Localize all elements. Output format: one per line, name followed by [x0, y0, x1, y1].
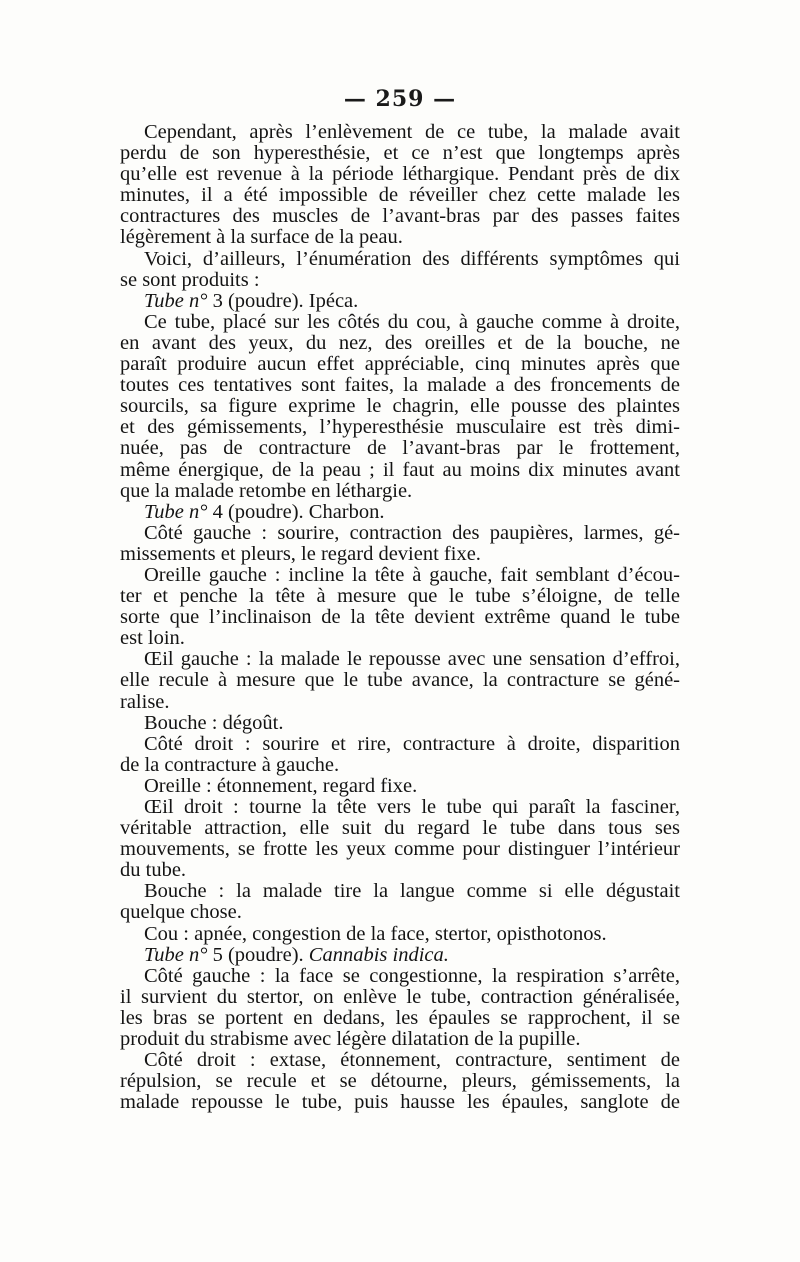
- text-line: en avant des yeux, du nez, des oreilles et de la bouche, ne: [120, 331, 680, 354]
- text-line: malade repousse le tube, puis hausse les épaules, sanglote de: [120, 1091, 680, 1114]
- text-line: qu’elle est revenue à la période léthargique. Pendant près de dix: [120, 163, 680, 186]
- text-line: Cou : apnée, congestion de la face, stertor, opisthotonos.: [144, 922, 607, 945]
- text-line: perdu de son hyperesthésie, et ce n’est que longtemps après: [120, 142, 680, 165]
- text-line: ralise.: [120, 690, 170, 713]
- text-line: minutes, il a été impossible de réveiller chez cette malade les: [120, 184, 680, 207]
- text-line: répulsion, se recule et se détourne, pleurs, gémissements, la: [120, 1070, 680, 1093]
- text-line: sourcils, sa figure exprime le chagrin, elle pousse des plaintes: [120, 395, 680, 418]
- text-line: paraît produire aucun effet appréciable, cinq minutes après que: [120, 353, 680, 376]
- text-line: les bras se portent en dedans, les épaules se rapprochent, il se: [120, 1006, 680, 1029]
- text-line: produit du strabisme avec légère dilatation de la pupille.: [120, 1028, 581, 1051]
- text-line: Côté gauche : la face se congestionne, la respiration s’arrête,: [144, 964, 680, 987]
- text-line: que la malade retombe en léthargie.: [120, 479, 413, 502]
- page-number: — 259 —: [343, 86, 457, 112]
- text-line: Œil gauche : la malade le repousse avec une sensation d’effroi,: [144, 648, 680, 671]
- text-line: du tube.: [120, 859, 187, 882]
- text-line: Cependant, après l’enlèvement de ce tube, la malade avait: [144, 121, 680, 143]
- text-line: Ce tube, placé sur les côtés du cou, à gauche comme à droite,: [144, 310, 680, 333]
- text-line: et des gémissements, l’hyperesthésie musculaire est très dimi-: [120, 416, 680, 439]
- text-line: Œil droit : tourne la tête vers le tube qui paraît la fasciner,: [144, 796, 680, 818]
- text-line: mouvements, se frotte les yeux comme pour distinguer l’intérieur: [120, 838, 680, 861]
- text-line: Voici, d’ailleurs, l’énumération des différents symptômes qui: [144, 247, 680, 270]
- text-line: quelque chose.: [120, 901, 242, 924]
- text-line: missements et pleurs, le regard devient fixe.: [120, 542, 481, 565]
- text-line: Bouche : dégoût.: [144, 711, 284, 734]
- text-line: Tube n° 5 (poudre). Cannabis indica.: [144, 943, 449, 966]
- text-line: Tube n° 3 (poudre). Ipéca.: [144, 289, 359, 312]
- text-line: Tube n° 4 (poudre). Charbon.: [144, 500, 385, 523]
- text-line: ter et penche la tête à mesure que le tube s’éloigne, de telle: [120, 585, 680, 608]
- text-line: contractures des muscles de l’avant-bras par des passes faites: [120, 205, 680, 228]
- text-line: véritable attraction, elle suit du regard le tube dans tous ses: [120, 817, 680, 840]
- text-line: Côté gauche : sourire, contraction des paupières, larmes, gé-: [144, 521, 680, 544]
- text-line: Côté droit : sourire et rire, contracture à droite, disparition: [144, 732, 680, 755]
- text-line: Bouche : la malade tire la langue comme si elle dégustait: [144, 880, 680, 903]
- text-line: il survient du stertor, on enlève le tube, contraction généralisée,: [120, 985, 680, 1008]
- text-line: nuée, pas de contracture de l’avant-bras par le frottement,: [120, 437, 680, 460]
- body-text: [120, 122, 680, 1113]
- text-line: Oreille : étonnement, regard fixe.: [144, 774, 418, 797]
- text-line: légèrement à la surface de la peau.: [120, 226, 403, 249]
- text-line: se sont produits :: [120, 268, 260, 291]
- text-line: de la contracture à gauche.: [120, 753, 340, 776]
- text-line: elle recule à mesure que le tube avance, la contracture se géné-: [120, 669, 680, 692]
- text-line: est loin.: [120, 627, 185, 650]
- text-line: sorte que l’inclinaison de la tête devient extrême quand le tube: [120, 606, 680, 629]
- text-line: toutes ces tentatives sont faites, la malade a des froncements de: [120, 374, 680, 397]
- text-line: même énergique, de la peau ; il faut au moins dix minutes avant: [120, 458, 680, 481]
- text-line: Côté droit : extase, étonnement, contracture, sentiment de: [144, 1049, 680, 1072]
- text-line: Oreille gauche : incline la tête à gauche, fait semblant d’écou-: [144, 563, 680, 586]
